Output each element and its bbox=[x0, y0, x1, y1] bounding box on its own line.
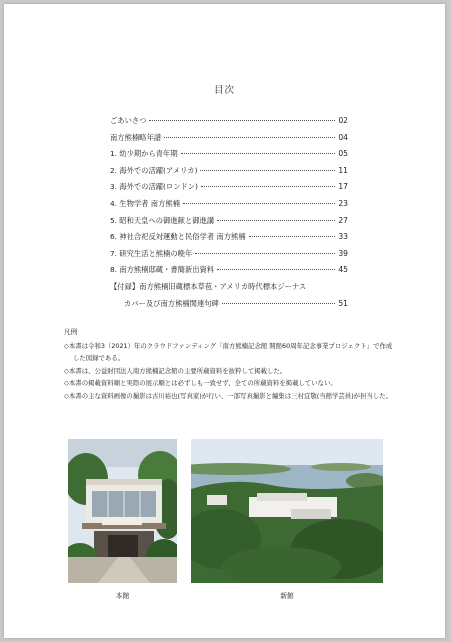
toc-entry-page: 11 bbox=[338, 165, 348, 175]
photo-caption: 新館 bbox=[280, 592, 294, 600]
toc-entry-appendix[interactable] bbox=[110, 282, 348, 299]
toc-entry-page: 27 bbox=[338, 215, 348, 225]
toc-entry-appendix-cont[interactable] bbox=[110, 299, 348, 316]
toc-entry-label: カバー及び南方熊楠関連句碑 bbox=[124, 298, 219, 308]
toc-entry-label: 2. 海外での活躍(アメリカ) bbox=[110, 165, 198, 175]
toc-entry-label: ごあいさつ bbox=[110, 116, 147, 125]
toc-leader-dots bbox=[217, 220, 335, 221]
new-building-photo bbox=[191, 439, 383, 583]
toc-leader-dots bbox=[195, 253, 335, 254]
toc-entry-page: 39 bbox=[338, 248, 348, 258]
toc-leader-dots bbox=[217, 269, 335, 270]
toc-leader-dots bbox=[201, 186, 335, 187]
main-building-photo bbox=[68, 439, 177, 583]
note-item: ◇本書の主な資料画像の撮影は古川裕也(写真家)が行い、一部写真撮影と編集は三村宜敬(当館学芸員)が担当した。 bbox=[64, 391, 393, 400]
toc-leader-dots bbox=[249, 236, 336, 237]
note-item: ◇本書は、公益財団法人南方熊楠記念館の主要所蔵資料を抜粋して掲載した。 bbox=[64, 366, 287, 375]
page-title: 目次 bbox=[213, 85, 235, 96]
toc-entry[interactable] bbox=[110, 199, 348, 216]
toc-leader-dots bbox=[181, 153, 336, 154]
aerial-illustration bbox=[191, 439, 383, 583]
toc-entry-page: 45 bbox=[338, 265, 348, 275]
toc-leader-dots bbox=[164, 137, 335, 138]
table-of-contents bbox=[110, 116, 348, 315]
explanatory-notes bbox=[64, 326, 394, 403]
notes-heading: 凡例 bbox=[64, 328, 78, 336]
toc-entry-page: 04 bbox=[338, 132, 348, 142]
toc-entry-page: 05 bbox=[338, 149, 348, 159]
toc-entry-page: 33 bbox=[338, 232, 348, 242]
note-item: ◇本書の掲載資料順と実際の展示順とは必ずしも一致せず、全ての所蔵資料を掲載していない。 bbox=[64, 379, 337, 388]
toc-entry-label: 【付録】南方熊楠旧蔵標本草苞・アメリカ時代標本ジーナス bbox=[110, 281, 307, 291]
toc-entry-page: 17 bbox=[338, 182, 348, 192]
toc-entry[interactable] bbox=[110, 149, 348, 166]
toc-leader-dots bbox=[183, 203, 335, 204]
toc-entry[interactable] bbox=[110, 133, 348, 150]
toc-entry-label: 8. 南方熊楠邸蔵・書簡新出資料 bbox=[110, 265, 215, 275]
toc-leader-dots bbox=[222, 303, 335, 304]
toc-entry[interactable] bbox=[110, 166, 348, 183]
toc-entry-page: 51 bbox=[338, 298, 348, 308]
toc-entry-label: 7. 研究生活と熊楠の晩年 bbox=[110, 248, 193, 258]
toc-entry[interactable] bbox=[110, 116, 348, 133]
building-illustration bbox=[68, 439, 177, 583]
toc-entry[interactable] bbox=[110, 249, 348, 266]
toc-entry-label: 南方熊楠略年譜 bbox=[110, 132, 162, 142]
toc-leader-dots bbox=[149, 120, 335, 121]
document-page bbox=[4, 4, 445, 638]
toc-entry-label: 6. 神社合祀反対運動と民俗学者 南方熊楠 bbox=[110, 232, 246, 242]
toc-entry[interactable] bbox=[110, 216, 348, 233]
toc-entry[interactable] bbox=[110, 182, 348, 199]
toc-entry-label: 1. 幼少期から青年期 bbox=[110, 149, 178, 159]
toc-entry-page: 23 bbox=[338, 198, 348, 208]
toc-entry-label: 5. 昭和天皇への御進献と御進講 bbox=[110, 215, 215, 225]
toc-entry[interactable] bbox=[110, 232, 348, 249]
toc-entry[interactable] bbox=[110, 265, 348, 282]
note-item: ◇本書は令和3（2021）年のクラウドファンディング「南方熊楠記念館 開館60周年記念事業プロジェクト」で作成した図録である。 bbox=[64, 341, 393, 363]
toc-entry-label: 4. 生物学者 南方熊楠 bbox=[110, 198, 180, 208]
photo-caption: 本館 bbox=[115, 592, 130, 600]
toc-entry-page: 02 bbox=[338, 116, 348, 125]
toc-entry-label: 3. 海外での活躍(ロンドン) bbox=[110, 182, 198, 192]
toc-leader-dots bbox=[200, 170, 335, 171]
